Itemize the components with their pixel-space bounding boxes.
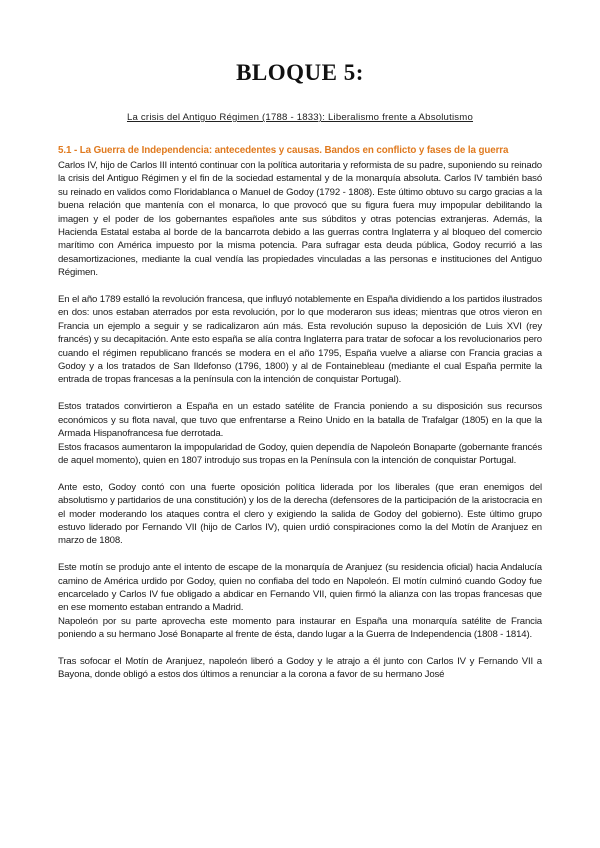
paragraph: Estos tratados convirtieron a España en un estado satélite de Francia poniendo a su disposición sus recursos económicos y su flota naval, que tuvo que enfrentarse a Reino Unido en la batalla de Trafalgar (1805) en la que la Armada Hispanofrancesa fue derrotada. — [58, 401, 542, 440]
paragraph: Estos fracasos aumentaron la impopularidad de Godoy, quien dependía de Napoleón Bonaparte (gobernante francés de aquel momento), quien en 1807 introdujo sus tropas en la Península con la intención de conquistar Portugal. — [58, 441, 542, 466]
document-subtitle: La crisis del Antiguo Régimen (1788 - 1833): Liberalismo frente a Absolutismo — [126, 112, 474, 123]
paragraph: Carlos IV, hijo de Carlos III intentó continuar con la política autoritaria y reformista de su padre, suponiendo su reinado la crisis del Antiguo Régimen y el fin de la sociedad estamental y de la monarquía absoluta. Carlos IV también basó su reinado en validos como Floridablanca o Manuel de Godoy (1792 - 1808). Este último obtuvo su cargo gracias a la buena relación que mantenía con el monarca, lo que provocó que su figura fuera muy impopular debilitando la imagen y el poder de los gobernantes españoles ante sus súbditos y otras potencias extranjeras. Además, la Hacienda Estatal estaba al borde de la bancarrota debido a las guerras contra Inglaterra y al bloqueo del comercio marítimo con América impuesto por la misma potencia. Para sufragar esta deuda pública, Godoy recurrió a las desamortizaciones, mediante la cual vendía las propiedades vinculadas a las personas e instituciones del Antiguo Régimen. — [58, 160, 542, 279]
paragraph: Napoleón por su parte aprovecha este momento para instaurar en España una monarquía satélite de Francia poniendo a su hermano José Bonaparte al frente de ésta, dando lugar a la Guerra de Independencia (1808 - 1814). — [58, 615, 542, 641]
document-title: BLOQUE 5: — [236, 60, 364, 85]
paragraph: Ante esto, Godoy contó con una fuerte oposición política liderada por los liberales (que eran enemigos del absolutismo y partidarios de una constitución) y los de la derecha (defensores de la participación de la aristocracia en el moder moderando los ataques contra el clero y exigiendo la salida de Godoy del gobierno). Este último grupo estuvo liderado por Fernando VII (hijo de Carlos IV), quien urdió conspiraciones como la del Motín de Aranjuez en marzo de 1808. — [58, 481, 542, 547]
paragraph: En el año 1789 estalló la revolución francesa, que influyó notablemente en España dividiendo a los partidos ilustrados en dos: unos estaban aterrados por esta revolución, por lo que moderaron sus ideas; mientras que otros vieron en Francia un ejemplo a seguir y se radicalizaron aún más. Esta revolución supuso la deposición de Luis XVI (rey francés) y su decapitación. Ante esto españa se alía contra Inglaterra para tratar de sofocar a los revolucionarios pero cuando el régimen republicano francés se modera en el año 1795, España vuelve a aliarse con Francia gracias a Godoy y a los tratados de San Ildefonso (1796, 1800) y al de Fontainebleau (mediante el cual España permite la entrada de tropas francesas a la península con la intención de conquistar Portugal). — [58, 294, 542, 386]
paragraph: Este motín se produjo ante el intento de escape de la monarquía de Aranjuez (su residencia oficial) hacia Andalucía camino de América urdido por Godoy, quien no confiaba del todo en Napoleón. El motín culminó cuando Godoy fue encarcelado y Carlos IV fue obligado a abdicar en Fernando VII, quien firmó la alianza con las tropas francesas que en ese momento estaban entrando a Madrid. — [58, 562, 542, 614]
section-heading: 5.1 - La Guerra de Independencia: antecedentes y causas. Bandos en conflicto y fases de la guerra — [58, 145, 509, 156]
paragraph: Tras sofocar el Motín de Aranjuez, napoleón liberó a Godoy y le atrajo a él junto con Carlos IV y Fernando VII a Bayona, donde obligó a estos dos últimos a renunciar a la corona a favor de su hermano José — [58, 655, 542, 681]
document-body — [58, 159, 542, 695]
